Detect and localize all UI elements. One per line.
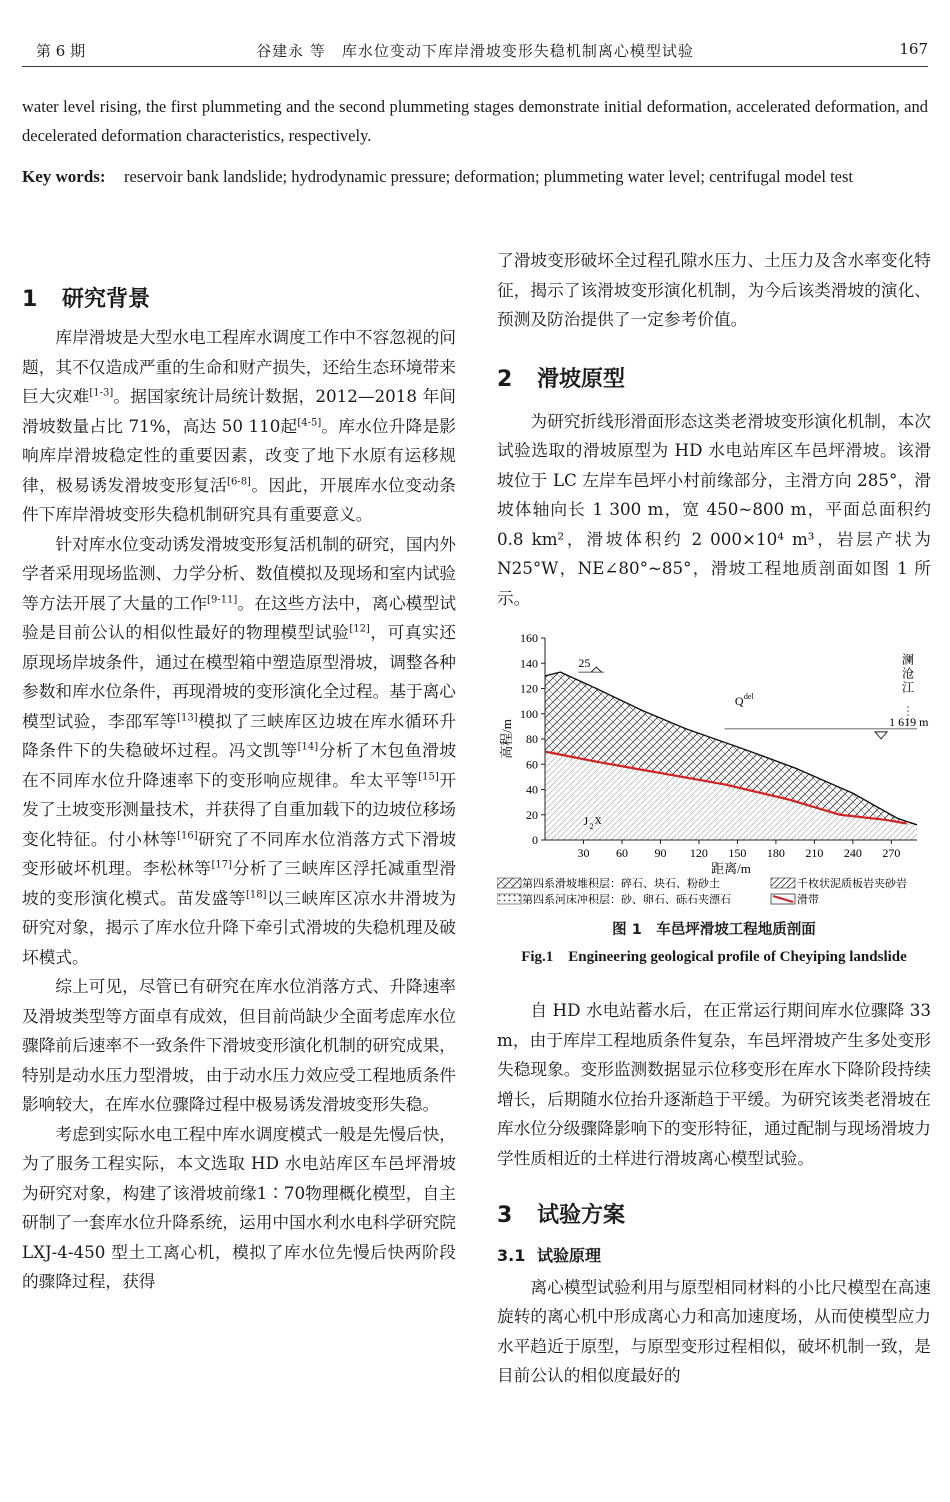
legend-slide-deposit: 第四系滑坡堆积层：碎石、块石、粉砂土: [522, 878, 720, 890]
section2-paragraph-2: 自 HD 水电站蓄水后，在正常运行期间库水位骤降 33 m，由于库岸工程地质条件复杂，车邑坪滑坡产生多处变形失稳现象。变形监测数据显示位移变形在库水下降阶段持续增长，后期随水位抬升逐渐趋于平缓。为研究该类老滑坡在库水位分级骤降影响下的变形特征，通过配制与现场滑坡力学性质相近的土样进行滑坡离心模型试验。: [497, 1000, 931, 1168]
river-label-char: 澜: [902, 652, 915, 667]
j-label: J: [583, 813, 589, 828]
marker-25-label: 25: [578, 656, 591, 671]
y-tick-label: 120: [520, 681, 538, 696]
section1-paragraph-2: 针对库水位变动诱发滑坡变形复活机制的研究，国内外学者采用现场监测、力学分析、数值模拟及现场和室内试验等方法开展了大量的工作[9-11]。在这些方法中，离心模型试验是目前公认的相似性最好的物理模型试验[12]，可真实还原现场岸坡条件，通过在模型箱中塑造原型滑坡，调整各种参数和库水位条件，再现滑坡的变形演化全过程。基于离心模型试验，李邵军等[13]模拟了三峡库区边坡在库水循环升降条件下的失稳破坏过程。冯文凯等[14]分析了木包鱼滑坡在不同库水位升降速率下的变形响应规律。牟太平等[15]开发了土坡变形测量技术，并获得了自重加载下的边坡位移场变化特征。付小林等[16]研究了不同库水位消落方式下滑坡变形破坏机理。李松林等[17]分析了三峡库区浮托减重型滑坡的变形演化模式。苗发盛等[18]以三峡库区凉水井滑坡为研究对象，揭示了库水位升降下牵引式滑坡的失稳机理及破坏模式。: [22, 533, 457, 967]
legend-slate: 千枚状泥质板岩夹砂岩: [797, 878, 907, 890]
figure-1-caption-en: Fig.1 Engineering geological profile of Cheyiping landslide: [521, 949, 907, 965]
citation: [17]: [211, 859, 233, 871]
y-tick-label: 160: [520, 631, 538, 645]
citation: [9-11]: [207, 593, 238, 605]
y-tick-label: 0: [532, 833, 538, 847]
legend-swatch-slate: [771, 878, 795, 888]
section3-paragraph-1: 离心模型试验利用与原型相同材料的小比尺模型在高速旋转的离心机中形成离心力和高加速度场，从而使模型应力水平趋近于原型，与原型变形过程相似，破坏机制一致，是目前公认的相似度最好的: [497, 1276, 931, 1385]
issue-number: 第 6 期: [36, 42, 86, 60]
marker-25-symbol: [591, 667, 601, 672]
citation: [15]: [418, 770, 439, 782]
x-tick-label: 30: [577, 846, 590, 860]
section2-title: 滑坡原型: [537, 366, 626, 392]
x-tick-label: 240: [843, 846, 862, 860]
right-column-top: [497, 246, 931, 613]
legend-swatch-alluvium: [497, 894, 521, 904]
x-tick-label: 180: [766, 846, 785, 860]
citation: [1-3]: [89, 387, 114, 399]
section1-paragraph-4-continued: 了滑坡变形破坏全过程孔隙水压力、土压力及含水率变化特征，揭示了该滑坡变形演化机制，为今后该类滑坡的演化、预测及防治提供了一定参考价值。: [497, 250, 931, 329]
y-axis-label: 高程/m: [499, 719, 514, 759]
section3-heading: [497, 1201, 931, 1235]
section1-paragraph-3: 综上可见，尽管已有研究在库水位消落方式、升降速率及滑坡类型等方面卓有成效，但目前尚缺少全面考虑库水位骤降前后速率不一致条件下滑坡变形演化机制的研究成果，特别是动水压力型滑坡，由于动水压力效应受工程地质条件影响较大，在库水位骤降过程中极易诱发滑坡变形失稳。: [22, 976, 456, 1114]
citation: [4-5]: [297, 416, 322, 428]
x-axis-label: 距离/m: [711, 861, 751, 876]
x-tick-label: 210: [805, 846, 824, 860]
section3-1-title: 试验原理: [537, 1246, 602, 1265]
figure-1-profile-chart: [497, 630, 937, 910]
figure-1-caption-cn: 图 1 车邑坪滑坡工程地质剖面: [612, 922, 816, 938]
q-del-label: Q: [734, 693, 744, 708]
abstract-tail: water level rising, the first plummeting and the second plummeting stages demonstrate initial deformation, accelerated deformation, and decelerated deformation characteristics, respectively.: [22, 97, 928, 145]
running-title: 谷建永 等 库水位变动下库岸滑坡变形失稳机制离心模型试验: [256, 42, 694, 60]
x-tick-label: 90: [654, 846, 667, 860]
section1-paragraph-1: 库岸滑坡是大型水电工程库水调度工作中不容忽视的问题，其不仅造成严重的生命和财产损失，还给生态环境带来巨大灾难[1-3]。据国家统计局统计数据，2012—2018 年间滑坡数量占比 71%，高达 50 110起[4-5]。库水位升降是影响库岸滑坡稳定性的重要因素，改变了地下水原有运移规律，极易诱发滑坡变形复活[6-8]。因此，开展库水位变动条件下库岸滑坡变形失稳机制研究具有重要意义。: [22, 327, 456, 524]
section1-title: 研究背景: [62, 287, 151, 312]
y-tick-label: 60: [526, 757, 538, 772]
y-tick-label: 140: [520, 656, 538, 671]
river-label-char: 江: [902, 680, 915, 695]
section2-number: 2: [497, 366, 513, 392]
page-number: 167: [899, 40, 928, 58]
water-level-label: 1 619 m: [889, 714, 929, 729]
y-tick-label: 40: [526, 782, 538, 797]
water-level-symbol: [875, 732, 887, 739]
citation: [13]: [177, 711, 198, 723]
y-tick-label: 20: [526, 807, 538, 822]
keywords-text: reservoir bank landslide; hydrodynamic pressure; deformation; plummeting water level; centrifugal model test: [124, 167, 853, 186]
j-subscript: 2: [589, 821, 594, 831]
section1-paragraph-4: 考虑到实际水电工程中库水调度模式一般是先慢后快，为了服务工程实际，本文选取 HD 水电站库区车邑坪滑坡为研究对象，构建了该滑坡前缘1∶70物理概化模型，自主研制了一套库水位升降系统，运用中国水利水电科学研究院 LXJ-4-450 型土工离心机，模拟了库水位先慢后快两阶段的骤降过程，获得: [22, 1123, 456, 1291]
j-superscript: X: [594, 815, 602, 827]
running-header: [22, 36, 928, 62]
legend-alluvium: 第四系河床冲积层：砂、卵石、砾石夹漂石: [522, 894, 731, 906]
x-tick-label: 120: [689, 846, 708, 860]
citation: [14]: [297, 741, 319, 753]
keywords-label: Key words:: [22, 167, 106, 186]
q-del-superscript: del: [743, 691, 754, 701]
section3-title: 试验方案: [537, 1203, 626, 1228]
section3-1-number: 3.1: [497, 1246, 526, 1265]
x-tick-label: 270: [882, 846, 901, 860]
x-tick-label: 60: [615, 846, 628, 860]
section3-number: 3: [497, 1203, 513, 1228]
legend-swatch-slide-deposit: [497, 878, 521, 888]
header-rule: [22, 66, 928, 67]
y-tick-label: 100: [520, 706, 538, 721]
x-tick-label: 150: [728, 846, 747, 860]
section1-heading: [22, 285, 456, 319]
section1-number: 1: [22, 287, 38, 312]
section3-1-heading: [497, 1241, 931, 1271]
river-label-char: 沧: [902, 666, 915, 681]
legend-slip-zone: 滑带: [797, 894, 819, 906]
citation: [6-8]: [227, 475, 251, 487]
y-tick-label: 80: [526, 732, 538, 746]
citation: [12]: [349, 623, 370, 635]
citation: [16]: [177, 829, 198, 841]
section2-heading: [497, 365, 931, 399]
section2-paragraph-1: 为研究折线形滑面形态这类老滑坡变形演化机制，本次试验选取的滑坡原型为 HD 水电站库区车邑坪滑坡。该滑坡位于 LC 左岸车邑坪小村前缘部分，主滑方向 285°，滑坡体轴向长 1 300 m，宽 450~800 m，平面总面积约0.8 km²，滑坡体积约 2 000×10⁴ m³，岩层产状为 N25°W，NE∠80°~85°，滑坡工程地质剖面如图 1 所示。: [497, 410, 931, 608]
citation: [18]: [245, 888, 267, 900]
right-column-bottom: [497, 996, 931, 1391]
legend-slip-line: [773, 896, 793, 902]
left-column: [22, 285, 456, 1297]
